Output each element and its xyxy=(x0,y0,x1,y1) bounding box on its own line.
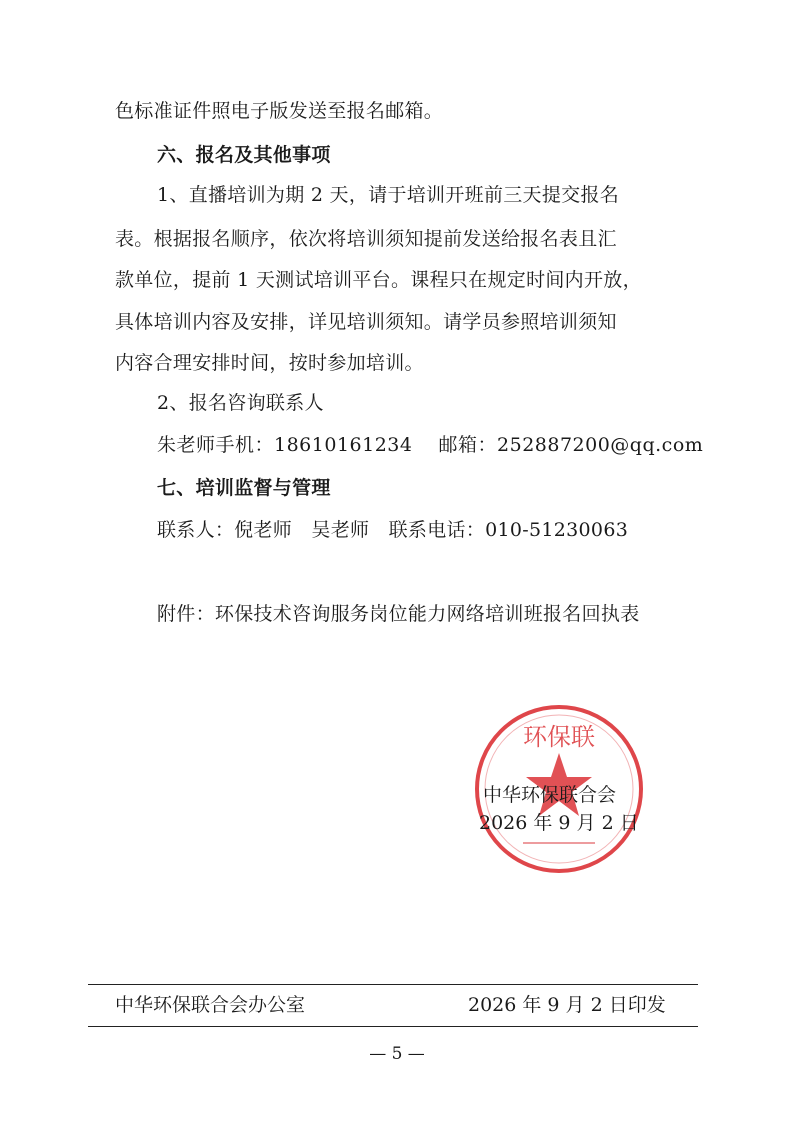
signature-date: 2026 年 9 月 2 日 xyxy=(479,812,639,834)
footer-top-rule xyxy=(88,984,698,985)
section-heading-7: 七、培训监督与管理 xyxy=(157,477,331,499)
footer-issue-date: 2026 年 9 月 2 日印发 xyxy=(468,994,666,1016)
footer-bottom-rule xyxy=(88,1026,698,1027)
page-number: — 5 — xyxy=(369,1044,425,1064)
paragraph-2: 2、报名咨询联系人 xyxy=(157,392,324,414)
section-heading-6: 六、报名及其他事项 xyxy=(157,144,331,166)
paragraph-1-line-4: 具体培训内容及安排，详见培训须知。请学员参照培训须知 xyxy=(115,311,617,333)
contact-zhu: 朱老师手机：18610161234 邮箱：252887200@qq.com xyxy=(157,434,704,456)
contact-line: 联系人：倪老师 吴老师 联系电话：010-51230063 xyxy=(157,519,629,541)
footer-office: 中华环保联合会办公室 xyxy=(115,994,306,1016)
body-line-1: 色标准证件照电子版发送至报名邮箱。 xyxy=(115,100,444,122)
paragraph-1-line-5: 内容合理安排时间，按时参加培训。 xyxy=(115,352,424,374)
attachment-line: 附件：环保技术咨询服务岗位能力网络培训班报名回执表 xyxy=(157,603,640,625)
paragraph-1-line-3: 款单位，提前 1 天测试培训平台。课程只在规定时间内开放， xyxy=(115,269,642,291)
paragraph-1-line-2: 表。根据报名顺序，依次将培训须知提前发送给报名表且汇 xyxy=(115,228,617,250)
seal-text: 环保联 xyxy=(523,723,595,751)
paragraph-1-line-1: 1、直播培训为期 2 天，请于培训开班前三天提交报名 xyxy=(157,184,620,206)
signature-org: 中华环保联合会 xyxy=(483,784,617,806)
